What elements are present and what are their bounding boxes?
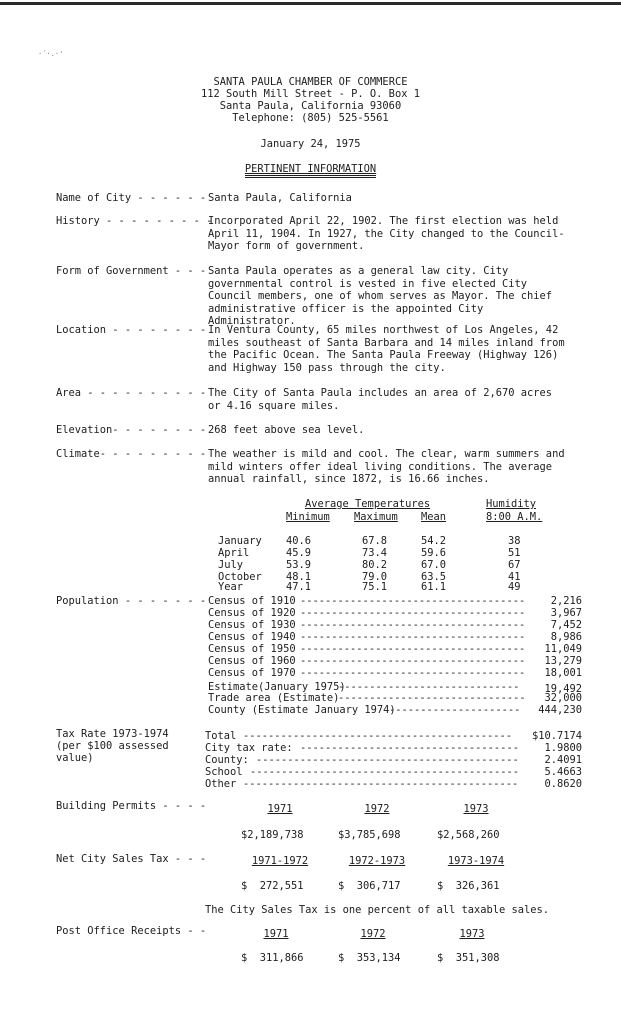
post-office-year: 1972 (360, 928, 386, 940)
post-office-value: $ 353,134 (338, 952, 401, 964)
population-row-name: Estimate(January 1975) (208, 681, 346, 693)
org-city: Santa Paula, California 93060 (219, 100, 402, 112)
population-row-name: Census of 1940 (208, 631, 296, 643)
avg-temp-header: Average Temperatures (305, 498, 431, 510)
tax-row-dashes: ----------------------------------- (300, 742, 519, 754)
climate-row-max: 80.2 (362, 559, 388, 571)
permit-year: 1971 (267, 803, 293, 815)
sales-tax-year: 1971-1972 (251, 855, 309, 867)
mean-col-header: Mean (421, 511, 447, 523)
population-row-value: 19,492 (544, 683, 582, 695)
climate-row-humidity: 38 (508, 535, 521, 547)
document-date: January 24, 1975 (260, 138, 361, 150)
population-row-dashes: ------------------------------------ (300, 655, 526, 667)
population-row-value: 32,000 (544, 692, 582, 704)
sales-tax-note: The City Sales Tax is one percent of all taxable sales. (205, 904, 550, 916)
population-row-value: 8,986 (550, 631, 582, 643)
climate-row-max: 79.0 (362, 571, 388, 583)
sales-tax-value: $ 272,551 (241, 880, 304, 892)
elevation-label: Elevation- - - - - - - - (56, 424, 207, 436)
max-col-header: Maximum (354, 511, 398, 523)
climate-row-min: 40.6 (286, 535, 312, 547)
climate-row-month: July (218, 559, 244, 571)
tax-row-dashes: ------------------------------------------- (243, 730, 512, 742)
building-permits-label: Building Permits - - - - (56, 800, 207, 812)
tax-row-dashes: ------------------------------------------- (250, 766, 519, 778)
population-row-dashes: ------------------------------------ (300, 607, 526, 619)
population-label: Population - - - - - - - (56, 595, 207, 607)
population-row-dashes: ------------------------------------ (300, 667, 526, 679)
permit-value: $2,568,260 (437, 829, 500, 841)
climate-row-humidity: 41 (508, 571, 521, 583)
population-row-name: Census of 1920 (208, 607, 296, 619)
climate-label: Climate- - - - - - - - - (56, 448, 207, 460)
org-phone: Telephone: (805) 525-5561 (232, 112, 389, 124)
climate-row-humidity: 51 (508, 547, 521, 559)
population-row-name: Census of 1960 (208, 655, 296, 667)
climate-row-min: 47.1 (286, 581, 312, 593)
population-row-dashes: ------------------------------------ (300, 595, 526, 607)
climate-row-humidity: 67 (508, 559, 521, 571)
location-label: Location - - - - - - - - (56, 324, 207, 336)
tax-row-value: 1.9800 (544, 742, 582, 754)
sales-tax-value: $ 306,717 (338, 880, 401, 892)
sales-tax-year: 1973-1974 (447, 855, 505, 867)
post-office-year: 1973 (459, 928, 485, 940)
climate-row-month: January (218, 535, 262, 547)
population-row-value: 18,001 (544, 667, 582, 679)
climate-row-month: Year (218, 581, 244, 593)
permit-value: $3,785,698 (338, 829, 401, 841)
name-text: Santa Paula, California (208, 192, 352, 204)
population-row-dashes: --------------------- (389, 704, 521, 716)
population-row-dashes: ------------------------------ (338, 692, 526, 704)
post-office-label: Post Office Receipts - - (56, 925, 207, 937)
sales-tax-year: 1972-1973 (348, 855, 406, 867)
climate-row-max: 75.1 (362, 581, 388, 593)
population-row-value: 11,049 (544, 643, 582, 655)
location-text: In Ventura County, 65 miles northwest of Los Angeles, 42 miles southeast of Santa Barbara and 14 miles inland from the Pacific Ocean. The Santa Paula Freeway (Highway 126) and Highway 150 pass through the city. (208, 324, 565, 374)
history-label: History - - - - - - - - - (56, 215, 213, 227)
climate-row-month: April (218, 547, 250, 559)
climate-row-mean: 67.0 (421, 559, 447, 571)
post-office-year: 1971 (263, 928, 289, 940)
tax-row-name: Other (205, 778, 237, 790)
permit-year: 1972 (364, 803, 390, 815)
population-row-name: Census of 1950 (208, 643, 296, 655)
tax-row-name: School (205, 766, 243, 778)
government-text: Santa Paula operates as a general law city. City governmental control is vested in five elected City Council members, one of whom serves as Mayor. The chief administrative officer is the appointed City Administrator. (208, 265, 553, 327)
history-text: Incorporated April 22, 1902. The first election was held April 11, 1904. In 1927, the City changed to the Council-Mayor form of government. (208, 215, 565, 252)
climate-row-min: 45.9 (286, 547, 312, 559)
humidity-header: Humidity (486, 498, 537, 510)
post-office-value: $ 351,308 (437, 952, 500, 964)
min-col-header: Minimum (286, 511, 330, 523)
climate-row-month: October (218, 571, 262, 583)
permit-value: $2,189,738 (241, 829, 304, 841)
sales-tax-value: $ 326,361 (437, 880, 500, 892)
top-border (0, 2, 621, 5)
population-row-value: 2,216 (550, 595, 582, 607)
population-row-name: Census of 1930 (208, 619, 296, 631)
tax-row-value: 5.4663 (544, 766, 582, 778)
climate-row-mean: 63.5 (421, 571, 447, 583)
tax-label-line3: value) (56, 752, 94, 764)
climate-row-humidity: 49 (508, 581, 521, 593)
population-row-name: Census of 1910 (208, 595, 296, 607)
climate-row-mean: 61.1 (421, 581, 447, 593)
humidity-subheader: 8:00 A.M. (486, 511, 543, 523)
population-row-dashes: ----------------------------- (338, 681, 520, 693)
tax-row-dashes: -------------------------------------------- (243, 778, 519, 790)
permit-year: 1973 (463, 803, 489, 815)
tax-row-name: County: (205, 754, 249, 766)
population-row-dashes: ------------------------------------ (300, 631, 526, 643)
climate-text: The weather is mild and cool. The clear, warm summers and mild winters offer ideal living conditions. The average annual rainfall, since 1872, is 16.66 inches. (208, 448, 565, 485)
climate-row-min: 48.1 (286, 571, 312, 583)
tax-label-line1: Tax Rate 1973-1974 (56, 728, 169, 740)
tax-row-value: 2.4091 (544, 754, 582, 766)
sales-tax-label: Net City Sales Tax - - - (56, 853, 207, 865)
section-title-wrap (0, 163, 621, 176)
climate-row-mean: 54.2 (421, 535, 447, 547)
tax-row-name: City tax rate: (205, 742, 293, 754)
post-office-value: $ 311,866 (241, 952, 304, 964)
tax-row-dashes: ------------------------------------------ (256, 754, 519, 766)
climate-row-min: 53.9 (286, 559, 312, 571)
population-row-name: Census of 1970 (208, 667, 296, 679)
climate-row-max: 73.4 (362, 547, 388, 559)
climate-row-mean: 59.6 (421, 547, 447, 559)
population-row-value: 7,452 (550, 619, 582, 631)
tax-row-value: $10.7174 (531, 730, 582, 742)
tax-row-value: 0.8620 (544, 778, 582, 790)
population-row-dashes: ------------------------------------ (300, 643, 526, 655)
population-row-value: 3,967 (550, 607, 582, 619)
area-label: Area - - - - - - - - - - (56, 387, 207, 399)
org-name: SANTA PAULA CHAMBER OF COMMERCE (213, 76, 408, 88)
name-label: Name of City - - - - - - (56, 192, 207, 204)
elevation-text: 268 feet above sea level. (208, 424, 365, 436)
tax-label-line2: (per $100 assessed (56, 740, 169, 752)
population-row-name: County (Estimate January 1974) (208, 704, 396, 716)
government-label: Form of Government - - - (56, 265, 207, 277)
climate-row-max: 67.8 (362, 535, 388, 547)
tax-row-name: Total (205, 730, 237, 742)
section-title: PERTINENT INFORMATION (245, 163, 376, 178)
scan-speckle: ·´·.·' (38, 50, 64, 58)
population-row-name: Trade area (Estimate) (208, 692, 340, 704)
area-text: The City of Santa Paula includes an area of 2,670 acres or 4.16 square miles. (208, 387, 553, 412)
population-row-value: 13,279 (544, 655, 582, 667)
org-address: 112 South Mill Street - P. O. Box 1 (201, 88, 420, 100)
population-row-dashes: ------------------------------------ (300, 619, 526, 631)
population-row-value: 444,230 (538, 704, 582, 716)
